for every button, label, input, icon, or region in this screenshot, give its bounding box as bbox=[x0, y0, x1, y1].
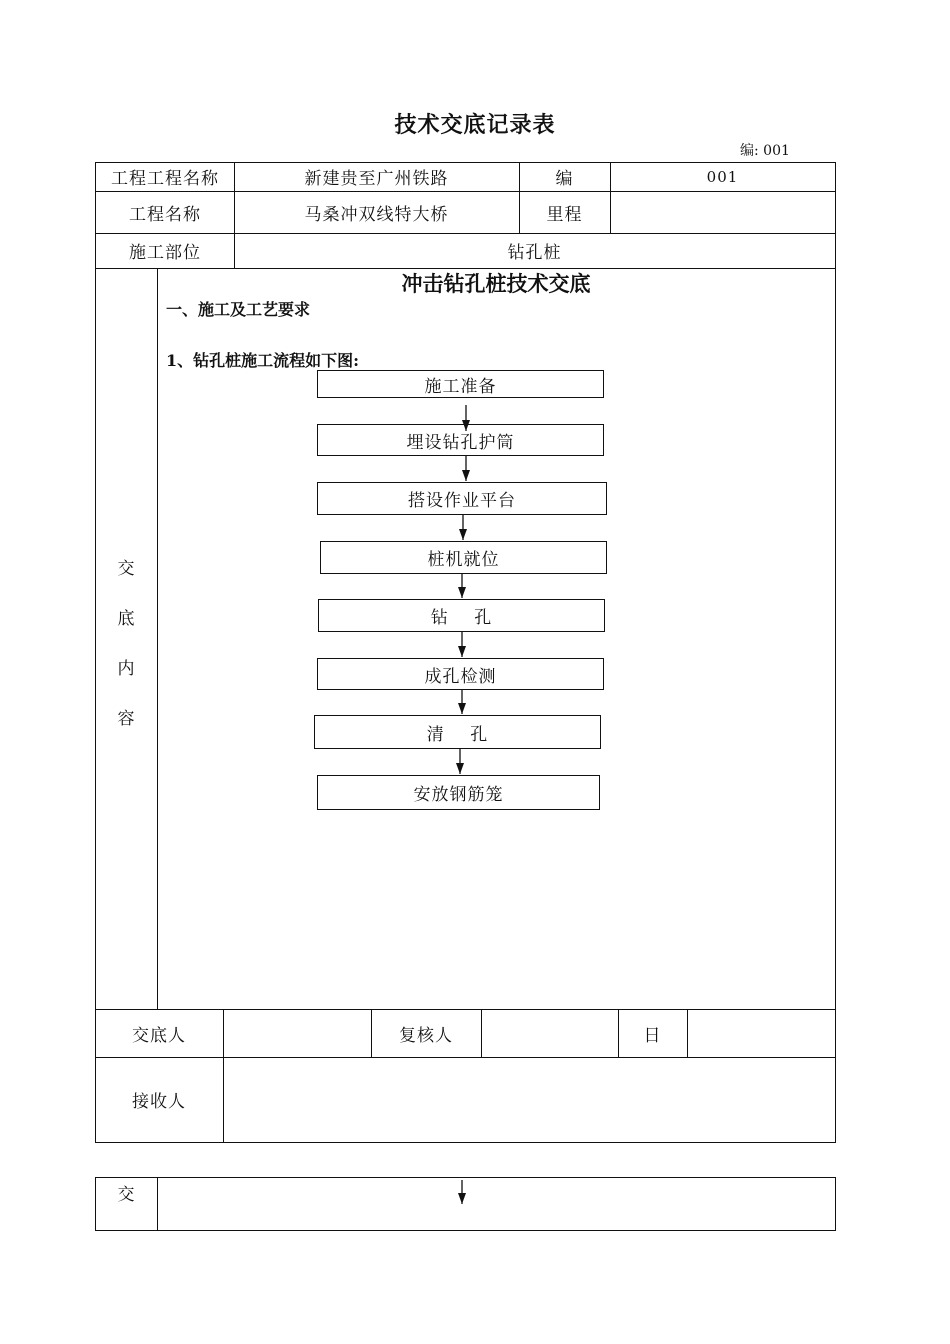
side-label-char-4: 容 bbox=[117, 709, 135, 729]
flow-step-2: 埋设钻孔护筒 bbox=[317, 424, 604, 456]
subsection-heading: 1、钻孔桩施工流程如下图: bbox=[166, 351, 360, 370]
reviewer-label: 复核人 bbox=[399, 1025, 453, 1046]
part-value: 钻孔桩 bbox=[507, 243, 562, 263]
flow-step-6: 成孔检测 bbox=[317, 658, 604, 690]
flow-step-8: 安放钢筋笼 bbox=[317, 775, 600, 810]
name-value: 马桑冲双线特大桥 bbox=[304, 204, 449, 225]
flow-step-4: 桩机就位 bbox=[320, 541, 607, 574]
flow-step-7: 清 孔 bbox=[314, 715, 601, 749]
flow-step-5: 钻 孔 bbox=[318, 599, 605, 632]
document-number: 编: 001 bbox=[740, 143, 790, 159]
side-label-char-2: 底 bbox=[117, 609, 135, 629]
name-label: 工程名称 bbox=[129, 204, 201, 225]
side-label-char-3: 内 bbox=[117, 659, 135, 679]
page-title: 技术交底记录表 bbox=[394, 112, 556, 138]
part-label: 施工部位 bbox=[129, 243, 201, 263]
receiver-label: 接收人 bbox=[132, 1092, 186, 1112]
continuation-side-char: 交 bbox=[117, 1185, 135, 1205]
code-value: 001 bbox=[706, 167, 739, 186]
code-label: 编 bbox=[555, 169, 574, 189]
project-label: 工程工程名称 bbox=[111, 169, 219, 189]
flow-step-1: 施工准备 bbox=[317, 370, 604, 398]
project-value: 新建贵至广州铁路 bbox=[304, 169, 449, 189]
date-label: 日 bbox=[643, 1025, 662, 1046]
section-heading: 一、施工及工艺要求 bbox=[166, 300, 311, 319]
side-label-char-1: 交 bbox=[117, 559, 135, 579]
mileage-label: 里程 bbox=[546, 204, 583, 225]
flow-step-3: 搭设作业平台 bbox=[317, 482, 607, 515]
discloser-label: 交底人 bbox=[132, 1025, 186, 1046]
content-title: 冲击钻孔桩技术交底 bbox=[401, 271, 591, 296]
